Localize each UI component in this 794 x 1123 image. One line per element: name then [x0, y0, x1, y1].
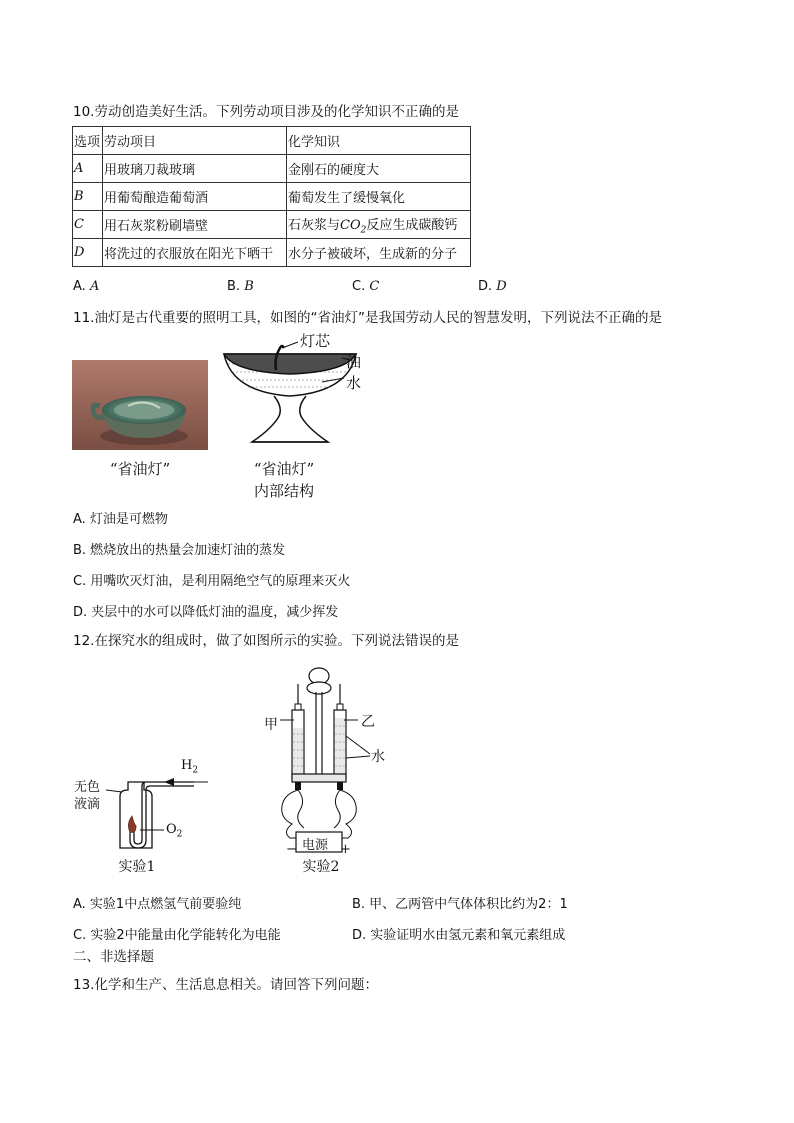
q11-option-b[interactable]: B. 燃烧放出的热量会加速灯油的蒸发	[73, 543, 286, 558]
table-row	[73, 155, 471, 183]
experiment-2-diagram	[270, 662, 380, 862]
q10-option-c[interactable]: C. C	[352, 279, 380, 294]
q10-stem: 10.劳动创造美好生活。下列劳动项目涉及的化学知识不正确的是	[73, 104, 459, 120]
diagram-caption-1: “省油灯”	[253, 460, 315, 478]
power-source-label: 电源	[302, 838, 329, 853]
label-oil: 油	[346, 353, 362, 371]
label-wick: 灯芯	[300, 332, 331, 350]
minus-sign: −	[286, 842, 297, 857]
label-colorless-2: 液滴	[74, 797, 101, 812]
q12-option-c[interactable]: C. 实验2中能量由化学能转化为电能	[73, 928, 281, 943]
row-task: 将洗过的衣服放在阳光下晒干	[103, 239, 287, 267]
q12-option-b[interactable]: B. 甲、乙两管中气体体积比约为2：1	[352, 897, 568, 912]
table-row	[73, 211, 471, 239]
row-key: B	[73, 183, 103, 211]
q10-option-d[interactable]: D. D	[478, 279, 507, 294]
q12-stem: 12.在探究水的组成时，做了如图所示的实验。下列说法错误的是	[73, 633, 459, 649]
label-yi: 乙	[361, 714, 375, 730]
q11-option-c[interactable]: C. 用嘴吹灭灯油，是利用隔绝空气的原理来灭火	[73, 574, 351, 589]
label-o2: $O_2$	[166, 822, 183, 840]
row-task: 用石灰浆粉刷墙壁	[103, 211, 287, 239]
q13-stem: 13.化学和生产、生活息息相关。请回答下列问题：	[73, 977, 378, 993]
table-header-row	[73, 127, 471, 155]
label-jia: 甲	[264, 717, 278, 733]
experiment-2-caption: 实验2	[302, 859, 340, 875]
label-colorless-1: 无色	[74, 780, 101, 795]
diagram-caption-2: 内部结构	[253, 482, 314, 500]
q12-option-a[interactable]: A. 实验1中点燃氢气前要验纯	[73, 897, 242, 912]
row-knowledge: 石灰浆与$CO_2$反应生成碳酸钙	[287, 211, 471, 239]
q11-option-a[interactable]: A. 灯油是可燃物	[73, 512, 168, 527]
table-row	[73, 183, 471, 211]
q10-table	[72, 126, 471, 267]
row-task: 用葡萄酿造葡萄酒	[103, 183, 287, 211]
q11-stem: 11.油灯是古代重要的照明工具，如图的“省油灯”是我国劳动人民的智慧发明，下列说法不正确的是	[73, 310, 662, 326]
section-heading: 二、非选择题	[73, 949, 154, 965]
co2-formula: $CO_2$	[340, 217, 367, 236]
label-water-2: 水	[371, 749, 385, 765]
header-option: 选项	[73, 127, 103, 155]
row-knowledge: 葡萄发生了缓慢氧化	[287, 183, 471, 211]
label-h2: $H_2$	[181, 758, 199, 776]
photo-caption: “省油灯”	[109, 460, 171, 478]
row-key: A	[73, 155, 103, 183]
table-row	[73, 239, 471, 267]
row-knowledge: 水分子被破坏，生成新的分子	[287, 239, 471, 267]
row-key: C	[73, 211, 103, 239]
header-knowledge: 化学知识	[287, 127, 471, 155]
plus-sign: +	[340, 842, 351, 857]
experiment-1-caption: 实验1	[118, 859, 156, 875]
h2-arrow-icon	[164, 774, 210, 790]
q11-option-d[interactable]: D. 夹层中的水可以降低灯油的温度，减少挥发	[73, 605, 339, 620]
q12-option-d[interactable]: D. 实验证明水由氢元素和氧元素组成	[352, 928, 566, 943]
oil-lamp-photo	[72, 360, 208, 450]
header-task: 劳动项目	[103, 127, 287, 155]
q10-option-b[interactable]: B. B	[227, 279, 254, 294]
q10-option-a[interactable]: A. A	[73, 279, 100, 294]
label-water: 水	[346, 374, 362, 392]
row-task: 用玻璃刀裁玻璃	[103, 155, 287, 183]
row-knowledge: 金刚石的硬度大	[287, 155, 471, 183]
row-key: D	[73, 239, 103, 267]
